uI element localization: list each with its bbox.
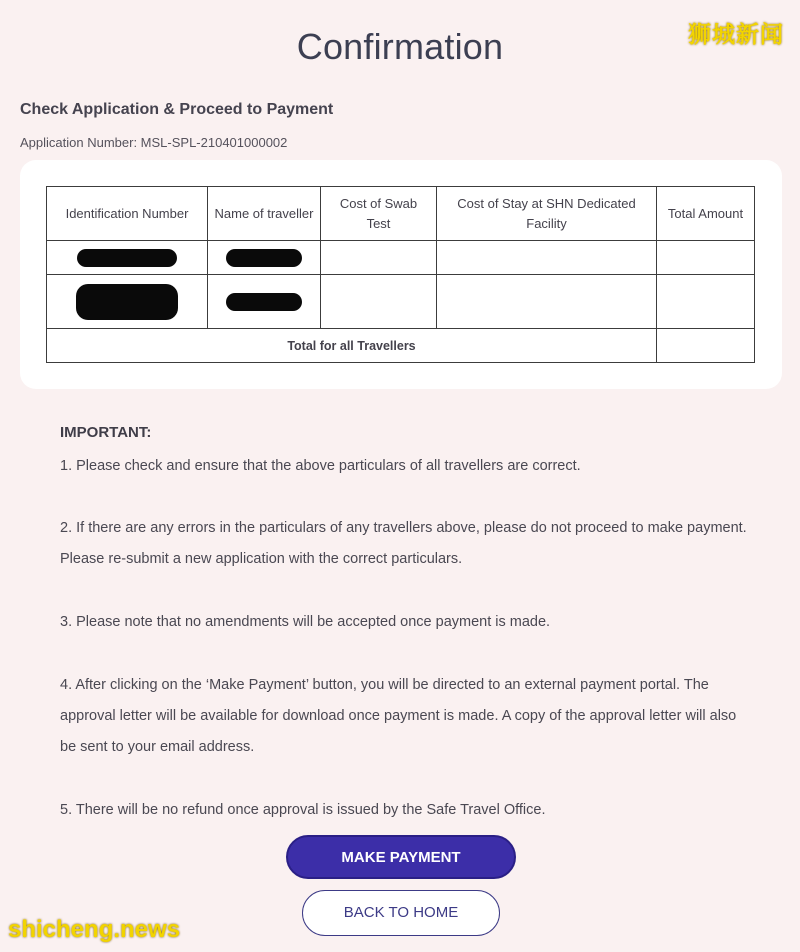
header-cost-of-swab-test: Cost of Swab Test [321,187,437,241]
section-heading: Check Application & Proceed to Payment [20,101,334,118]
table-row [47,275,755,329]
name-cell [208,241,321,275]
make-payment-button[interactable]: MAKE PAYMENT [286,835,516,879]
note-item: 1. Please check and ensure that the above particulars of all travellers are correct. [60,458,581,474]
total-amount-cell [657,241,755,275]
stay-cost-cell [437,241,657,275]
stay-cost-cell [437,275,657,329]
redaction-block [77,249,177,267]
id-cell [47,275,208,329]
application-number: Application Number: MSL-SPL-210401000002 [20,135,288,150]
swab-cost-cell [321,275,437,329]
redaction-block [226,249,302,267]
note-item: 5. There will be no refund once approval is issued by the Safe Travel Office. [60,802,546,818]
redaction-block [226,293,302,311]
header-identification-number: Identification Number [47,187,208,241]
travellers-table [46,186,755,363]
travellers-table-card [20,160,782,389]
redaction-block [76,284,178,320]
grand-total-cell [657,329,755,363]
watermark-top: 狮城新闻 [688,21,784,47]
note-item: 3. Please note that no amendments will be accepted once payment is made. [60,614,551,630]
watermark-bottom: shicheng.news [8,916,181,943]
important-heading: IMPORTANT: [60,424,152,441]
total-label: Total for all Travellers [47,329,657,363]
name-cell [208,275,321,329]
header-total-amount: Total Amount [657,187,755,241]
note-item: 2. If there are any errors in the particulars of any travellers above, please do not proceed to make payment. Please re-submit a new application with the correct particulars. [60,520,747,567]
back-to-home-button[interactable]: BACK TO HOME [302,890,500,936]
header-cost-of-stay: Cost of Stay at SHN Dedicated Facility [437,187,657,241]
swab-cost-cell [321,241,437,275]
header-name-of-traveller: Name of traveller [208,187,321,241]
table-row [47,241,755,275]
page-title: Confirmation [296,26,504,67]
total-amount-cell [657,275,755,329]
note-item: 4. After clicking on the ‘Make Payment’ button, you will be directed to an external payment portal. The approval letter will be available for download once payment is made. A copy of the approval letter will also be sent to your email address. [60,677,737,755]
table-total-row [47,329,755,363]
table-header-row [47,187,755,241]
id-cell [47,241,208,275]
